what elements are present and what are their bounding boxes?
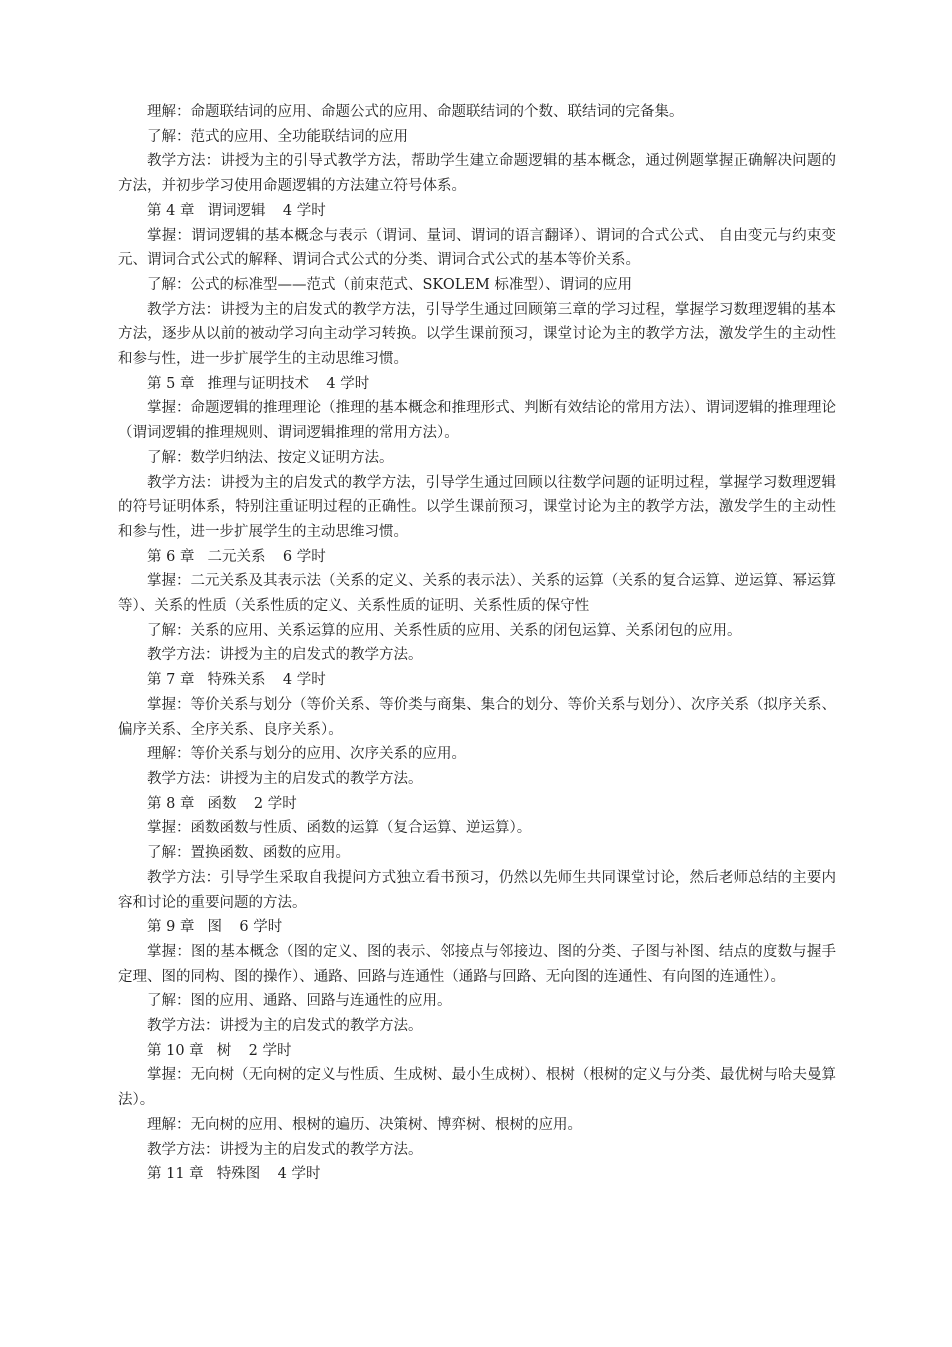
chapter-number: 第 8 章 (147, 795, 195, 812)
body-paragraph: 掌握：二元关系及其表示法（关系的定义、关系的表示法）、关系的运算（关系的复合运算、逆运算、幂运算等）、关系的性质（关系性质的定义、关系性质的证明、关系性质的保守性 (118, 573, 836, 615)
body-paragraph: 教学方法：讲授为主的启发式的教学方法。 (147, 647, 423, 664)
body-paragraph: 教学方法：讲授为主的启发式的教学方法，引导学生通过回顾第三章的学习过程，掌握学习数理逻辑的基本方法，逐步从以前的被动学习向主动学习转换。以学生课前预习，课堂讨论为主的教学方法，激发学生的主动性和参与性，进一步扩展学生的主动思维习惯。 (118, 301, 836, 368)
chapter-title: 谓词逻辑 (207, 202, 266, 219)
chapter-title: 函数 (207, 795, 237, 812)
body-paragraph: 理解：命题联结词的应用、命题公式的应用、命题联结词的个数、联结词的完备集。 (147, 104, 684, 120)
body-paragraph: 掌握：等价关系与划分（等价关系、等价类与商集、集合的划分、等价关系与划分）、次序关系（拟序关系、偏序关系、全序关系、良序关系）。 (118, 696, 836, 738)
chapter-number: 第 4 章 (147, 202, 195, 219)
chapter-heading (118, 915, 836, 940)
document-page (118, 100, 836, 1187)
body-paragraph: 理解：等价关系与划分的应用、次序关系的应用。 (147, 746, 466, 763)
body-paragraph: 教学方法：讲授为主的启发式的教学方法，引导学生通过回顾以往数学问题的证明过程，掌握学习数理逻辑的符号证明体系，特别注重证明过程的正确性。以学生课前预习，课堂讨论为主的教学方法，激发学生的主动性和参与性，进一步扩展学生的主动思维习惯。 (118, 474, 836, 540)
chapter-title: 树 (216, 1042, 232, 1059)
chapter-hours: 4 学时 (277, 1166, 321, 1183)
body-paragraph: 教学方法：讲授为主的启发式的教学方法。 (147, 1141, 423, 1158)
body-paragraph: 理解：无向树的应用、根树的遍历、决策树、博弈树、根树的应用。 (147, 1116, 582, 1133)
chapter-hours: 4 学时 (282, 202, 326, 219)
body-paragraph: 了解：范式的应用、全功能联结词的应用 (147, 128, 408, 145)
chapter-title: 二元关系 (207, 548, 266, 565)
chapter-heading (118, 792, 836, 817)
chapter-hours: 2 学时 (248, 1042, 292, 1059)
body-paragraph: 了解：图的应用、通路、回路与连通性的应用。 (147, 993, 452, 1010)
chapter-hours: 6 学时 (282, 548, 326, 565)
chapter-title: 特殊关系 (207, 672, 266, 689)
body-paragraph: 教学方法：讲授为主的引导式教学方法，帮助学生建立命题逻辑的基本概念，通过例题掌握正确解决问题的方法，并初步学习使用命题逻辑的方法建立符号体系。 (118, 153, 836, 195)
chapter-title: 特殊图 (216, 1166, 261, 1183)
body-paragraph: 了解：数学归纳法、按定义证明方法。 (147, 449, 394, 466)
chapter-title: 图 (207, 919, 222, 936)
chapter-heading (118, 1162, 836, 1187)
chapter-heading (118, 668, 836, 693)
body-paragraph: 教学方法：讲授为主的启发式的教学方法。 (147, 770, 423, 787)
chapter-number: 第 10 章 (147, 1042, 204, 1059)
chapter-hours: 4 学时 (326, 375, 370, 392)
chapter-number: 第 7 章 (147, 672, 195, 689)
body-paragraph: 掌握：图的基本概念（图的定义、图的表示、邻接点与邻接边、图的分类、子图与补图、结点的度数与握手定理、图的同构、图的操作）、通路、回路与连通性（通路与回路、无向图的连通性、有向图的连通性）。 (118, 943, 836, 985)
body-paragraph: 了解：关系的应用、关系运算的应用、关系性质的应用、关系的闭包运算、关系闭包的应用。 (147, 622, 742, 639)
chapter-heading (118, 199, 836, 224)
body-paragraph: 教学方法：讲授为主的启发式的教学方法。 (147, 1018, 423, 1035)
chapter-heading (118, 545, 836, 570)
body-paragraph: 掌握：无向树（无向树的定义与性质、生成树、最小生成树）、根树（根树的定义与分类、最优树与哈夫曼算法）。 (118, 1067, 836, 1109)
body-paragraph: 掌握：谓词逻辑的基本概念与表示（谓词、量词、谓词的语言翻译）、谓词的合式公式、 自由变元与约束变元、谓词合式公式的解释、谓词合式公式的分类、谓词合式公式的基本等价关系。 (118, 227, 836, 269)
chapter-hours: 6 学时 (239, 919, 283, 936)
chapter-number: 第 11 章 (147, 1166, 204, 1183)
body-paragraph: 掌握：命题逻辑的推理理论（推理的基本概念和推理形式、判断有效结论的常用方法）、谓词逻辑的推理理论（谓词逻辑的推理规则、谓词逻辑推理的常用方法）。 (118, 400, 836, 442)
chapter-hours: 4 学时 (282, 672, 326, 689)
chapter-number: 第 6 章 (147, 548, 195, 565)
body-paragraph: 教学方法：引导学生采取自我提问方式独立看书预习，仍然以先师生共同课堂讨论，然后老师总结的主要内容和讨论的重要问题的方法。 (118, 869, 836, 911)
chapter-number: 第 5 章 (147, 375, 195, 392)
body-paragraph: 掌握：函数函数与性质、函数的运算（复合运算、逆运算）。 (147, 820, 532, 837)
chapter-heading (118, 1039, 836, 1064)
chapter-hours: 2 学时 (253, 795, 297, 812)
chapter-title: 推理与证明技术 (207, 375, 309, 392)
body-paragraph: 了解：公式的标准型——范式（前束范式、SKOLEM 标准型）、谓词的应用 (147, 276, 633, 293)
chapter-number: 第 9 章 (147, 919, 195, 936)
body-paragraph: 了解：置换函数、函数的应用。 (147, 845, 350, 862)
chapter-heading (118, 372, 836, 397)
